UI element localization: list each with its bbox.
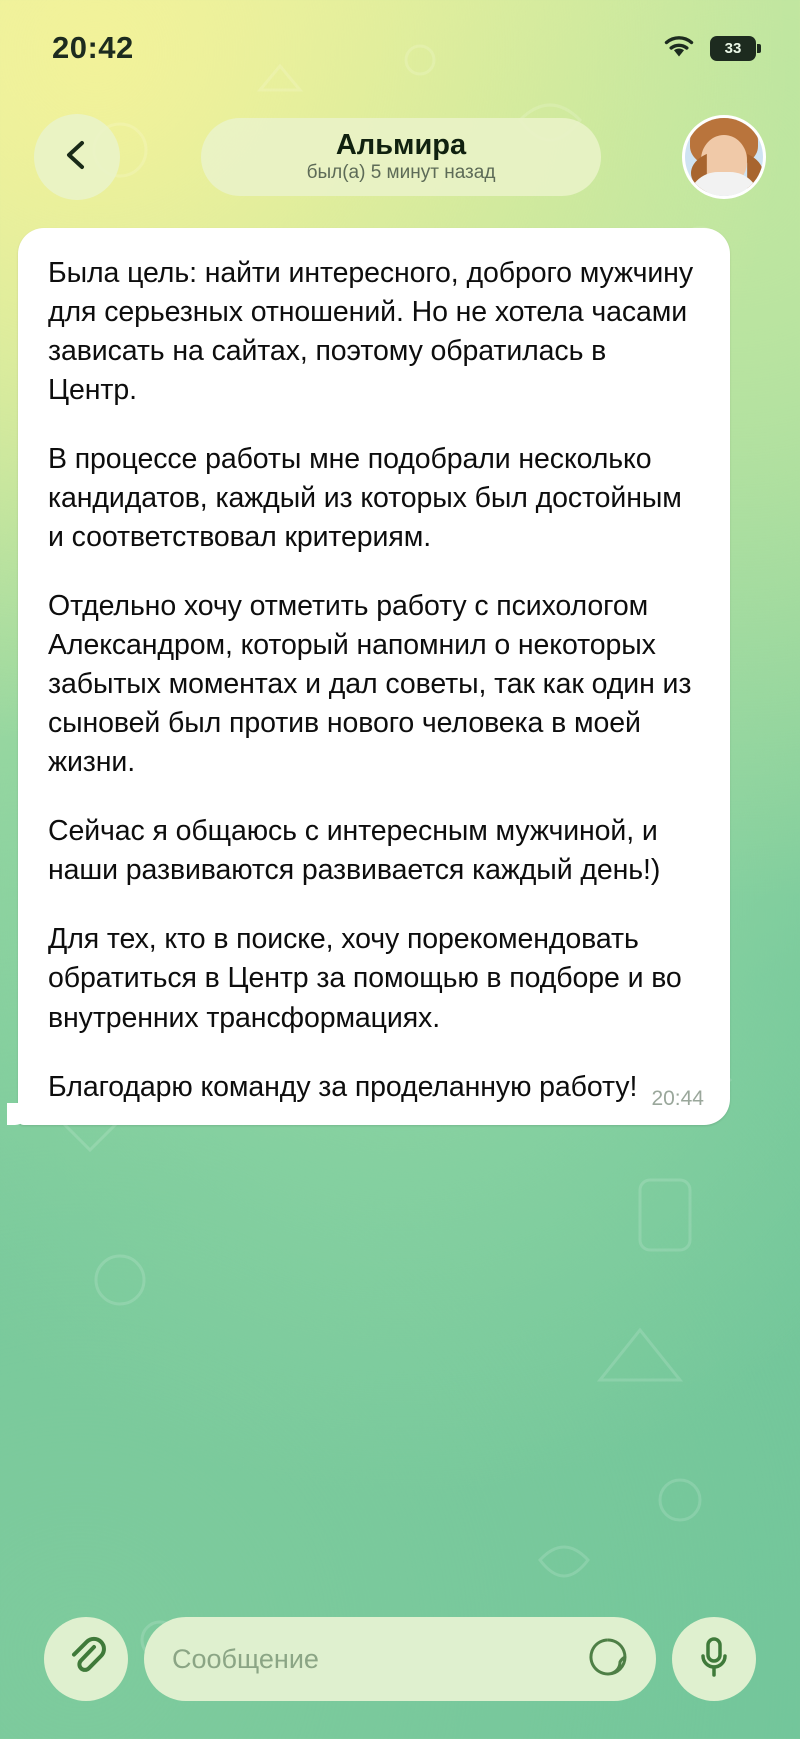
message-paragraph: Для тех, кто в поиске, хочу порекомендовать обратиться в Центр за помощью в подборе и во внутренних трансформациях. [48,923,682,1034]
message-bubble[interactable] [18,228,730,1125]
bubble-tail [7,1103,29,1125]
contact-title[interactable] [201,118,601,196]
status-time: 20:42 [52,30,134,65]
chevron-left-icon [60,138,94,177]
message-list [18,228,730,1125]
message-paragraph: Благодарю команду за проделанную работу! [48,1070,638,1103]
paperclip-icon [66,1635,106,1684]
message-paragraph: Отдельно хочу отметить работу с психологом Александром, который напомнил о некоторых забытых моментах и дал советы, так как один из сыновей был против нового человека в моей жизни. [48,590,692,779]
status-bar [0,0,800,96]
message-input-placeholder: Сообщение [172,1643,319,1674]
contact-name: Альмира [335,128,467,161]
message-paragraph: Сейчас я общаюсь с интересным мужчиной, и наши развиваются развивается каждый день!) [48,815,661,887]
message-timestamp: 20:44 [651,1086,704,1110]
message-paragraph: В процессе работы мне подобрали несколько кандидатов, каждый из которых был достойным и соответствовал критериям. [48,443,682,554]
microphone-icon [696,1635,732,1684]
battery-indicator: 33 [710,36,756,61]
attach-button[interactable] [44,1617,128,1701]
sticker-icon[interactable] [588,1637,628,1682]
chat-header [0,112,800,202]
back-button[interactable] [34,114,120,200]
message-composer [0,1607,800,1711]
voice-record-button[interactable] [672,1617,756,1701]
status-indicators [662,33,756,64]
wifi-icon [662,33,696,64]
contact-avatar[interactable] [682,115,766,199]
message-input[interactable] [144,1617,656,1701]
contact-last-seen: был(а) 5 минут назад [306,162,496,184]
message-paragraph: Была цель: найти интересного, доброго мужчину для серьезных отношений. Но не хотела часами зависать на сайтах, поэтому обратилась в Центр. [48,257,693,407]
